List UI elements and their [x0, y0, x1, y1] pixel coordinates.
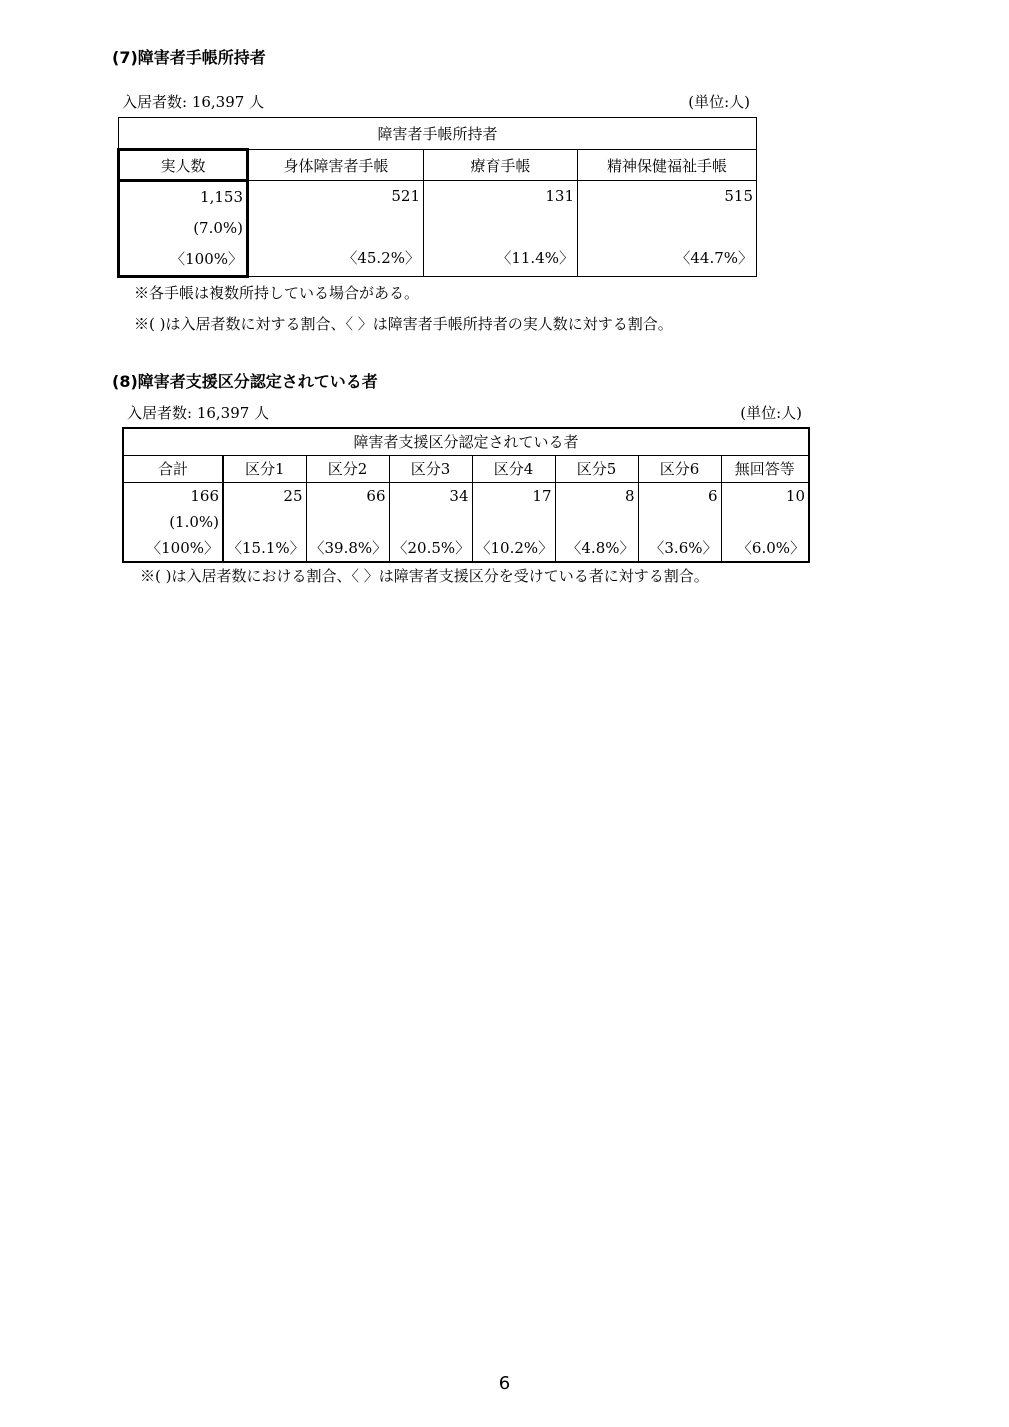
section8-note: ※( )は入居者数における割合、〈 〉は障害者支援区分を受けている者に対する割合。 [140, 567, 709, 585]
section7-table-title: 障害者手帳所持者 [119, 118, 757, 150]
count-value: 8 [624, 486, 635, 505]
section7-data-cell [578, 181, 757, 277]
section7-data-cell [424, 181, 578, 277]
section7-col-header: 身体障害者手帳 [248, 150, 424, 181]
category-ratio: 〈3.6%〉 [649, 538, 718, 557]
section7-heading: (7)障害者手帳所持者 [112, 48, 266, 67]
resident-ratio: (1.0%) [169, 512, 219, 531]
category-ratio: 〈20.5%〉 [392, 538, 471, 557]
category-ratio: 〈100%〉 [146, 538, 219, 557]
section7-col-header: 療育手帳 [424, 150, 578, 181]
count-value: 17 [532, 486, 552, 505]
section8-col-header: 区分2 [306, 455, 389, 482]
section7-data-cell [248, 181, 424, 277]
count-value: 1,153 [200, 188, 243, 206]
page-number: 6 [498, 1373, 511, 1394]
category-ratio: 〈39.8%〉 [309, 538, 388, 557]
section8-data-cell [123, 482, 223, 562]
section7-table [117, 117, 757, 278]
holder-ratio: 〈44.7%〉 [675, 249, 754, 267]
section7-col-header: 精神保健福祉手帳 [578, 150, 757, 181]
holder-ratio: 〈45.2%〉 [342, 249, 420, 267]
section8-col-header: 無回答等 [721, 455, 809, 482]
count-value: 34 [449, 486, 469, 505]
section8-col-header: 区分3 [389, 455, 472, 482]
count-value: 25 [283, 486, 303, 505]
count-value: 515 [724, 187, 754, 205]
count-value: 521 [391, 187, 420, 205]
section8-table-title: 障害者支援区分認定されている者 [123, 428, 809, 455]
section8-data-cell [306, 482, 389, 562]
count-value: 166 [190, 486, 219, 505]
category-ratio: 〈4.8%〉 [566, 538, 635, 557]
resident-ratio: (7.0%) [193, 219, 243, 237]
section8-data-cell [223, 482, 306, 562]
section8-table [122, 427, 810, 563]
section7-note: ※各手帳は複数所持している場合がある。 [134, 284, 420, 302]
section7-unit: (単位:人) [688, 93, 750, 111]
section8-data-cell [638, 482, 721, 562]
section8-heading: (8)障害者支援区分認定されている者 [112, 372, 378, 391]
section8-residents: 入居者数: 16,397 人 [127, 404, 270, 422]
section8-unit: (単位:人) [740, 404, 802, 422]
category-ratio: 〈6.0%〉 [736, 538, 806, 557]
section8-col-header: 区分5 [555, 455, 638, 482]
section8-data-cell [472, 482, 555, 562]
holder-ratio: 〈11.4%〉 [496, 249, 574, 267]
section8-data-cell [389, 482, 472, 562]
section8-col-header: 合計 [123, 455, 223, 482]
section8-col-header: 区分4 [472, 455, 555, 482]
section7-col-header: 実人数 [119, 150, 248, 181]
section8-data-cell [555, 482, 638, 562]
section8-col-header: 区分1 [223, 455, 306, 482]
section8-data-cell [721, 482, 809, 562]
category-ratio: 〈15.1%〉 [227, 538, 305, 557]
section7-residents: 入居者数: 16,397 人 [122, 93, 265, 111]
count-value: 10 [785, 486, 806, 505]
count-value: 131 [545, 187, 574, 205]
count-value: 6 [707, 486, 718, 505]
section7-note: ※( )は入居者数に対する割合、〈 〉は障害者手帳所持者の実人数に対する割合。 [134, 315, 673, 333]
holder-ratio: 〈100%〉 [170, 250, 243, 268]
count-value: 66 [366, 486, 386, 505]
section7-data-cell [119, 181, 248, 277]
section8-col-header: 区分6 [638, 455, 721, 482]
category-ratio: 〈10.2%〉 [475, 538, 554, 557]
